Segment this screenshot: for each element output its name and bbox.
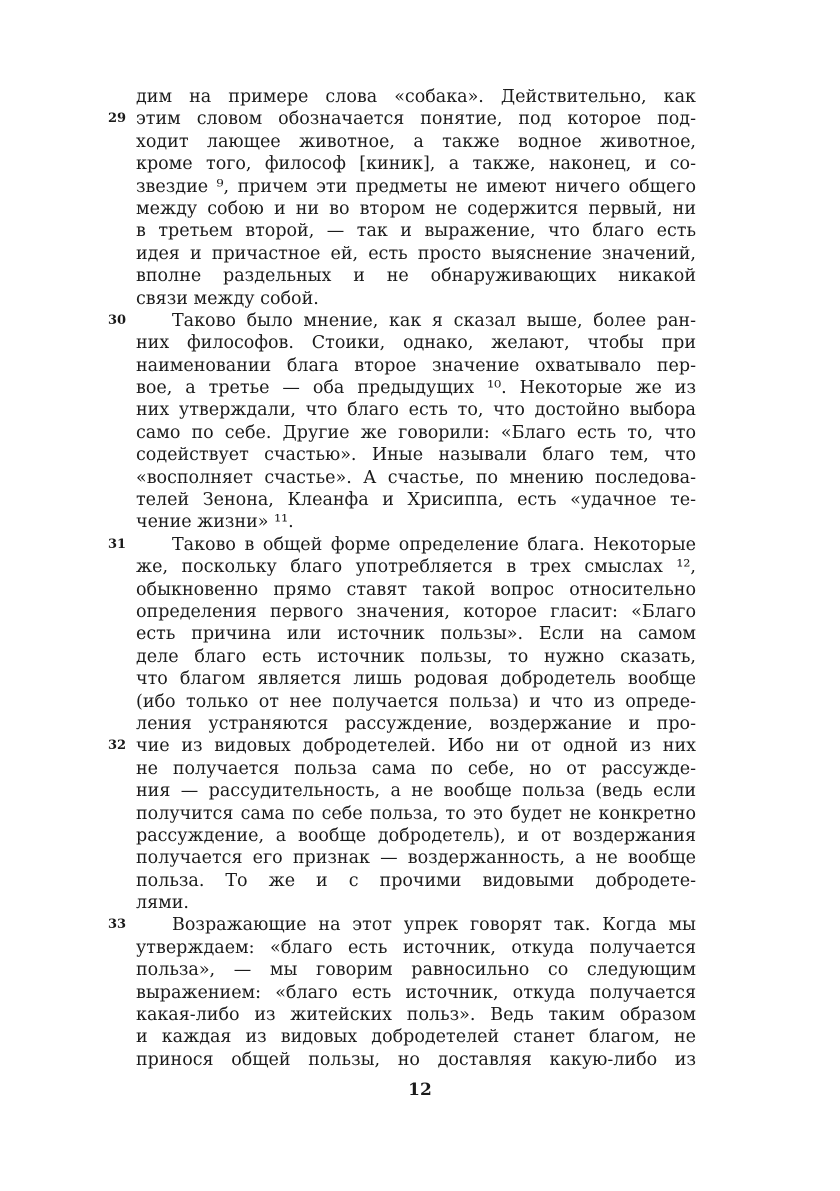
margin-section-number: 30	[108, 312, 127, 328]
line-text: польза», — мы говорим равносильно со следующим	[136, 960, 696, 981]
text-line	[136, 825, 696, 847]
text-line	[136, 668, 696, 690]
text-line	[108, 310, 696, 332]
line-text: вое, а третье — оба предыдущих ¹⁰. Некоторые же из	[136, 378, 696, 399]
text-line	[136, 713, 696, 735]
text-line	[136, 1004, 696, 1026]
line-text: идея и причастное ей, есть просто выяснение значений,	[136, 243, 696, 264]
text-line	[136, 198, 696, 220]
page-number: 12	[408, 1080, 432, 1100]
body-text	[108, 86, 696, 1071]
text-line	[136, 780, 696, 802]
text-line	[136, 892, 696, 914]
line-text: вполне раздельных и не обнаруживающих никакой	[136, 266, 696, 287]
line-text: содействует счастью». Иные называли благо тем, что	[136, 445, 696, 466]
line-text: Возражающие на этот упрек говорят так. Когда мы	[172, 915, 696, 936]
text-line	[136, 601, 696, 623]
line-text: чение жизни» ¹¹.	[136, 512, 294, 533]
line-text: этим словом обозначается понятие, под которое под-	[136, 109, 696, 130]
line-text: них утверждали, что благо есть то, что достойно выбора	[136, 400, 696, 421]
text-line	[136, 1049, 696, 1071]
line-text: польза. То же и с прочими видовыми добродете-	[136, 870, 696, 891]
line-text: определения первого значения, которое гласит: «Благо	[136, 601, 696, 622]
text-line	[136, 511, 696, 533]
text-line	[136, 556, 696, 578]
line-text: же, поскольку благо употребляется в трех смыслах ¹²,	[136, 557, 696, 578]
line-text: Таково было мнение, как я сказал выше, более ран-	[172, 310, 696, 331]
text-line	[136, 982, 696, 1004]
line-text: них философов. Стоики, однако, желают, чтобы при	[136, 333, 696, 354]
line-text: есть причина или источник пользы». Если на самом	[136, 624, 696, 645]
line-text: что благом является лишь родовая добродетель вообще	[136, 669, 696, 690]
text-line	[136, 153, 696, 175]
text-line	[136, 332, 696, 354]
line-text: ния — рассудительность, а не вообще польза (ведь если	[136, 781, 696, 802]
line-text: получается его признак — воздержанность, а не вообще	[136, 848, 696, 869]
text-line	[136, 220, 696, 242]
text-line	[136, 489, 696, 511]
text-line	[136, 243, 696, 265]
line-text: связи между собой.	[136, 288, 319, 309]
text-line	[108, 735, 696, 757]
text-line	[136, 870, 696, 892]
text-line	[108, 534, 696, 556]
line-text: чие из видовых добродетелей. Ибо ни от одной из них	[136, 736, 696, 757]
line-text: ходит лающее животное, а также водное животное,	[136, 131, 696, 152]
line-text: какая-либо из житейских польз». Ведь таким образом	[136, 1005, 696, 1026]
line-text: наименовании блага второе значение охватывало пер-	[136, 355, 696, 376]
text-line	[136, 623, 696, 645]
text-line	[136, 422, 696, 444]
text-line	[136, 959, 696, 981]
line-text: «восполняет счастье». А счастье, по мнению последова-	[136, 467, 696, 488]
line-text: телей Зенона, Клеанфа и Хрисиппа, есть «удачное те-	[136, 490, 696, 511]
line-text: обыкновенно прямо ставят такой вопрос относительно	[136, 579, 696, 600]
line-text: и каждая из видовых добродетелей станет благом, не	[136, 1027, 696, 1048]
text-line	[136, 131, 696, 153]
line-text: кроме того, философ [киник], а также, наконец, и со-	[136, 154, 696, 175]
text-line	[136, 444, 696, 466]
line-text: само по себе. Другие же говорили: «Благо есть то, что	[136, 422, 696, 443]
margin-section-number: 33	[108, 917, 127, 933]
text-line	[136, 86, 696, 108]
line-text: утверждаем: «благо есть источник, откуда получается	[136, 937, 696, 958]
line-text: ления устраняются рассуждение, воздержание и про-	[136, 713, 696, 734]
text-line	[136, 803, 696, 825]
text-line	[136, 467, 696, 489]
line-text: дим на примере слова «собака». Действительно, как	[136, 87, 696, 107]
line-text: деле благо есть источник пользы, то нужно сказать,	[136, 646, 696, 667]
text-line	[136, 1026, 696, 1048]
text-line	[136, 691, 696, 713]
text-line	[136, 355, 696, 377]
line-text: звездие ⁹, причем эти предметы не имеют ничего общего	[136, 176, 696, 197]
line-text: Таково в общей форме определение блага. Некоторые	[172, 534, 696, 555]
margin-section-number: 29	[108, 111, 127, 127]
line-text: между собою и ни во втором не содержится первый, ни	[136, 198, 696, 219]
text-line	[136, 579, 696, 601]
text-line	[108, 914, 696, 936]
text-line	[136, 265, 696, 287]
line-text: не получается польза сама по себе, но от рассужде-	[136, 758, 696, 779]
text-line	[136, 937, 696, 959]
text-line	[136, 377, 696, 399]
text-line	[136, 646, 696, 668]
text-line	[136, 758, 696, 780]
text-line	[136, 288, 696, 310]
margin-section-number: 31	[108, 536, 127, 552]
line-text: в третьем второй, — так и выражение, что благо есть	[136, 221, 696, 242]
line-text: рассуждение, а вообще добродетель), и от воздержания	[136, 825, 696, 846]
line-text: лями.	[136, 893, 189, 914]
margin-section-number: 32	[108, 738, 127, 754]
text-line	[136, 176, 696, 198]
line-text: выражением: «благо есть источник, откуда получается	[136, 982, 696, 1003]
line-text: принося общей пользы, но доставляя какую-либо из	[136, 1049, 696, 1070]
text-line	[136, 399, 696, 421]
line-text: получится сама по себе польза, то это будет не конкретно	[136, 803, 696, 824]
text-line	[136, 847, 696, 869]
line-text: (ибо только от нее получается польза) и что из опреде-	[136, 691, 696, 712]
text-line	[108, 108, 696, 130]
